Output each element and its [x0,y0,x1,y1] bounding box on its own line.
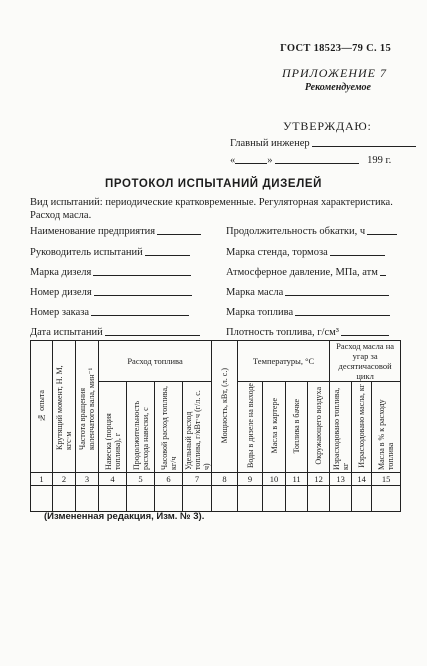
table-cell [372,486,401,512]
field-line [91,315,189,316]
table-cell [99,486,127,512]
field-line [380,275,386,276]
header-oil-temp: Масла в картере [263,382,286,473]
column-number: 14 [352,473,372,486]
header-oil-used: Израсходовано масла, кг [352,382,372,473]
group-temperatures: Температуры, °С [238,341,330,382]
field-line [341,335,389,336]
table-cell [238,486,263,512]
field-line [94,295,192,296]
field-label: Номер заказа [30,307,90,318]
table-cell [155,486,183,512]
field-fuel-brand [226,307,390,318]
empty-data-row [31,486,401,512]
column-number: 6 [155,473,183,486]
table-cell [212,486,238,512]
field-label: Атмосферное давление, МПа, атм [226,267,378,278]
field-line [330,255,385,256]
table-cell [330,486,352,512]
header-hourly-fuel: Часовой расход топлива, кг/ч [155,382,183,473]
field-label: Дата испытаний [30,327,103,338]
table-cell [31,486,53,512]
field-run-in-duration [226,226,397,237]
field-label: Руководитель испытаний [30,247,143,258]
field-label: Номер дизеля [30,287,92,298]
field-label: Марка стенда, тормоза [226,247,328,258]
header-test-number: № опыта [31,341,53,473]
approval-date-line [230,155,391,166]
header-portion-duration: Продолжительность расхода навески, с [127,382,155,473]
year-label: 199 г. [367,155,392,166]
column-number: 3 [76,473,99,486]
table-cell [263,486,286,512]
field-label: Наименование предприятия [30,226,156,237]
field-label: Марка топлива [226,307,294,318]
field-line [157,234,201,235]
chief-engineer-line [230,138,416,149]
column-number: 7 [183,473,212,486]
header-ambient-temp: Окружающего воздуха [308,382,330,473]
field-label: Марка масла [226,287,284,298]
column-number: 2 [53,473,76,486]
field-engine-brand [30,267,191,278]
header-fuel-portion: Навеска (порция топлива), г [99,382,127,473]
field-line [105,335,200,336]
header-specific-fuel: Удельный расход топлива, г/кВт·ч (г/л. с. ч) [183,382,212,473]
column-number-row [31,473,401,486]
field-label: Марка дизеля [30,267,92,278]
column-number: 9 [238,473,263,486]
page-header-code: ГОСТ 18523—79 С. 15 [280,43,391,54]
column-number: 8 [212,473,238,486]
column-number: 10 [263,473,286,486]
header-power: Мощность, кВт, (л. с.) [212,341,238,473]
table-cell [183,486,212,512]
table-cell [53,486,76,512]
column-number: 12 [308,473,330,486]
column-number: 15 [372,473,401,486]
recommended-label: Рекомендуемое [304,82,371,93]
field-engine-number [30,287,192,298]
header-torque: Крутящий момент, Н. М, кгс·м [53,341,76,473]
table-cell [76,486,99,512]
field-label: Продолжительность обкатки, ч [226,226,366,237]
field-stand-brake [226,247,385,258]
column-number: 5 [127,473,155,486]
month-line [275,163,359,164]
field-order-number [30,307,189,318]
field-line [367,234,397,235]
approve-heading: УТВЕРЖДАЮ: [283,119,372,133]
field-line [285,295,389,296]
column-number: 4 [99,473,127,486]
document-title: ПРОТОКОЛ ИСПЫТАНИЙ ДИЗЕЛЕЙ [104,178,323,190]
group-oil-consumption: Расход масла на угар за десятичасовой цикл [330,341,401,382]
header-rpm: Частота вращения коленчатого вала, мин⁻¹ [76,341,99,473]
test-results-table [30,340,401,512]
amendment-note: (Измененная редакция, Изм. № 3). [44,511,205,522]
column-number: 13 [330,473,352,486]
group-fuel-consumption: Расход топлива [99,341,212,382]
field-label: Плотность топлива, г/см³ [226,327,339,338]
chief-engineer-label: Главный инженер [230,138,310,149]
header-oil-percent: Масла в % к расходу топлива [372,382,401,473]
field-oil-brand [226,287,389,298]
table-cell [308,486,330,512]
field-line [93,275,191,276]
field-test-date [30,327,200,338]
column-number: 11 [286,473,308,486]
header-fuel-used: Израсходовано топлива, кг [330,382,352,473]
day-line [235,163,267,164]
table-cell [127,486,155,512]
header-fuel-tank-temp: Топлива в бачке [286,382,308,473]
signature-line [312,146,416,147]
field-test-manager [30,247,190,258]
test-description: Вид испытаний: периодические кратковременные. Регуляторная характеристика. Расход масла. [30,197,393,221]
field-line [145,255,190,256]
field-line [295,315,390,316]
column-number: 1 [31,473,53,486]
header-water-temp: Воды в дизеле на выходе [238,382,263,473]
appendix-label: ПРИЛОЖЕНИЕ 7 [282,66,387,80]
field-pressure [226,267,386,278]
table-cell [286,486,308,512]
date-open-quote: « [230,155,236,166]
field-fuel-density [226,327,389,338]
table-cell [352,486,372,512]
date-close-quote: » [267,155,273,166]
field-enterprise [30,226,201,237]
